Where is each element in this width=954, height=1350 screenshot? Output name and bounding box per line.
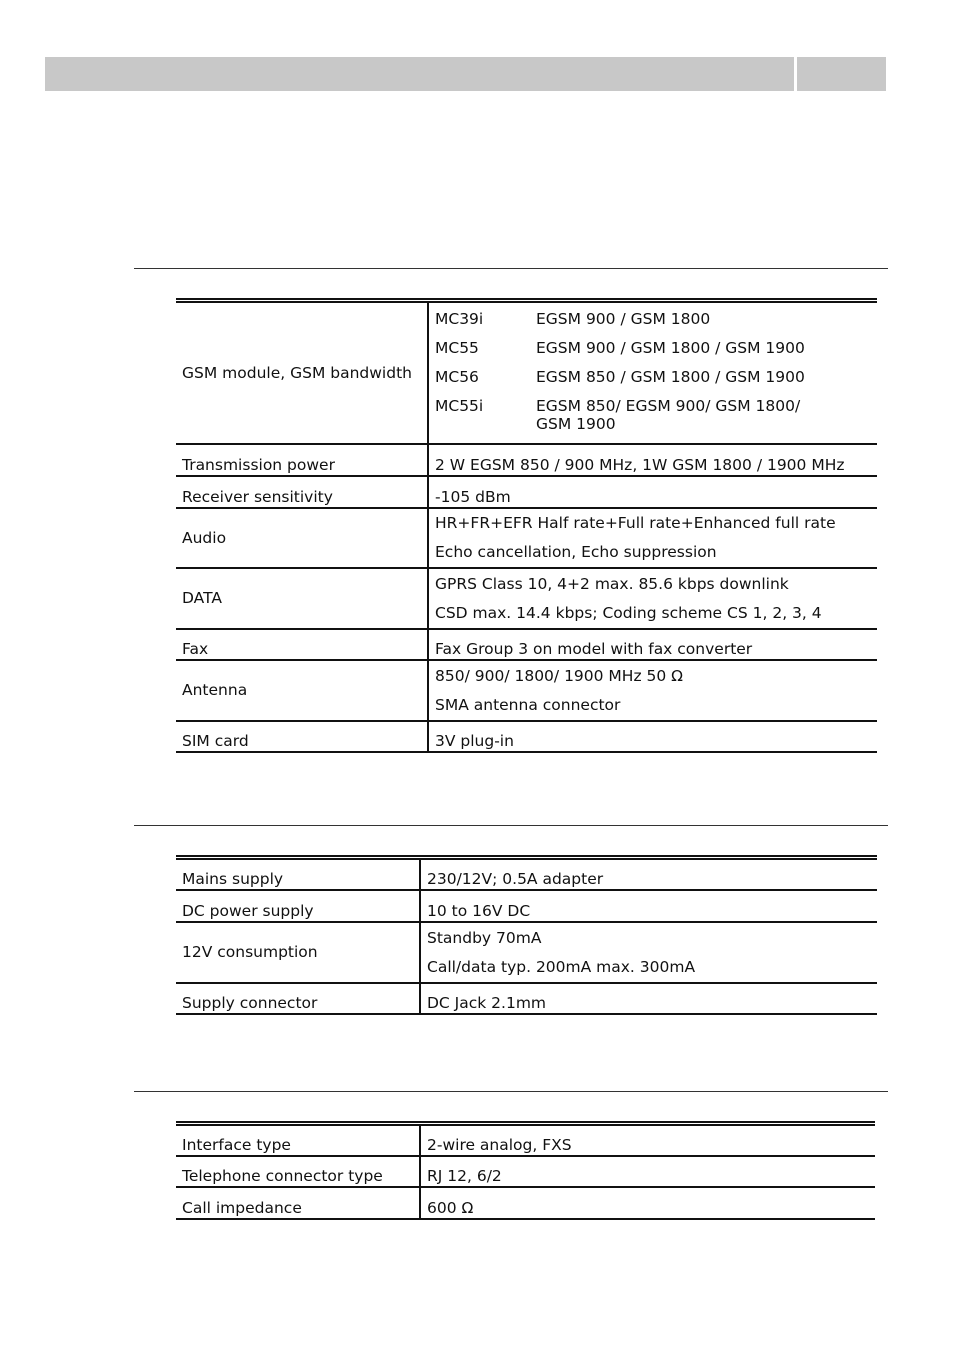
connector-label: Supply connector (176, 983, 420, 1014)
transmission-value: 2 W EGSM 850 / 900 MHz, 1W GSM 1800 / 1900 MHz (428, 444, 877, 476)
antenna-value: SMA antenna connector (435, 695, 621, 714)
data-label: DATA (176, 568, 428, 629)
section-rule-power (134, 825, 888, 826)
section-rule-gsm (134, 268, 888, 269)
section-rule-phone (134, 1091, 888, 1092)
gsm-bands: EGSM 850 / GSM 1800 / GSM 1900 (536, 368, 805, 386)
fax-label: Fax (176, 629, 428, 660)
data-values (428, 568, 877, 629)
connector-value: DC Jack 2.1mm (420, 983, 877, 1014)
table-row (176, 1124, 875, 1156)
gsm-module-list (428, 301, 877, 444)
table-row (176, 1156, 875, 1187)
page-header-bar (45, 57, 886, 91)
sim-value: 3V plug-in (428, 721, 877, 752)
gsm-model: MC39i (435, 310, 484, 328)
antenna-values (428, 660, 877, 721)
gsm-bands: EGSM 900 / GSM 1800 / GSM 1900 (536, 339, 805, 357)
power-spec-table (176, 855, 877, 1015)
data-value: GPRS Class 10, 4+2 max. 85.6 kbps downlink (435, 574, 789, 593)
table-row (176, 629, 877, 660)
consumption-label: 12V consumption (176, 922, 420, 983)
fax-value: Fax Group 3 on model with fax converter (428, 629, 877, 660)
audio-values (428, 508, 877, 568)
consumption-value: Call/data typ. 200mA max. 300mA (427, 957, 696, 976)
gsm-model: MC55i (435, 397, 484, 415)
sim-label: SIM card (176, 721, 428, 752)
antenna-label: Antenna (176, 660, 428, 721)
telephone-connector-label: Telephone connector type (176, 1156, 420, 1187)
impedance-value: 600 Ω (420, 1187, 875, 1219)
gsm-model: MC56 (435, 368, 479, 386)
dc-value: 10 to 16V DC (420, 890, 877, 922)
table-row (176, 508, 877, 568)
table-row (176, 301, 877, 444)
list-item (435, 368, 877, 386)
gsm-bands: EGSM 850/ EGSM 900/ GSM 1800/ GSM 1900 (536, 397, 801, 433)
consumption-value: Standby 70mA (427, 928, 542, 947)
header-divider (794, 57, 797, 91)
table-row (176, 983, 877, 1014)
gsm-spec-table (176, 298, 877, 753)
data-value: CSD max. 14.4 kbps; Coding scheme CS 1, 2, 3, 4 (435, 603, 822, 622)
list-item (435, 397, 877, 433)
table-row (176, 568, 877, 629)
gsm-model: MC55 (435, 339, 479, 357)
gsm-module-label: GSM module, GSM bandwidth (176, 301, 428, 444)
mains-value: 230/12V; 0.5A adapter (420, 858, 877, 890)
table-row (176, 444, 877, 476)
receiver-value: -105 dBm (428, 476, 877, 508)
table-row (176, 922, 877, 983)
interface-label: Interface type (176, 1124, 420, 1156)
table-row (176, 721, 877, 752)
consumption-values (420, 922, 877, 983)
telephone-connector-value: RJ 12, 6/2 (420, 1156, 875, 1187)
table-row (176, 660, 877, 721)
table-row (176, 1187, 875, 1219)
mains-label: Mains supply (176, 858, 420, 890)
table-row (176, 476, 877, 508)
interface-value: 2-wire analog, FXS (420, 1124, 875, 1156)
audio-value: Echo cancellation, Echo suppression (435, 543, 717, 561)
gsm-bands: EGSM 900 / GSM 1800 (536, 310, 711, 328)
table-row (176, 858, 877, 890)
table-row (176, 890, 877, 922)
transmission-label: Transmission power (176, 444, 428, 476)
list-item (435, 310, 877, 328)
impedance-label: Call impedance (176, 1187, 420, 1219)
audio-value: HR+FR+EFR Half rate+Full rate+Enhanced full rate (435, 514, 836, 532)
audio-label: Audio (176, 508, 428, 568)
list-item (435, 339, 877, 357)
antenna-value: 850/ 900/ 1800/ 1900 MHz 50 Ω (435, 666, 684, 685)
dc-label: DC power supply (176, 890, 420, 922)
receiver-label: Receiver sensitivity (176, 476, 428, 508)
phone-spec-table (176, 1121, 875, 1220)
